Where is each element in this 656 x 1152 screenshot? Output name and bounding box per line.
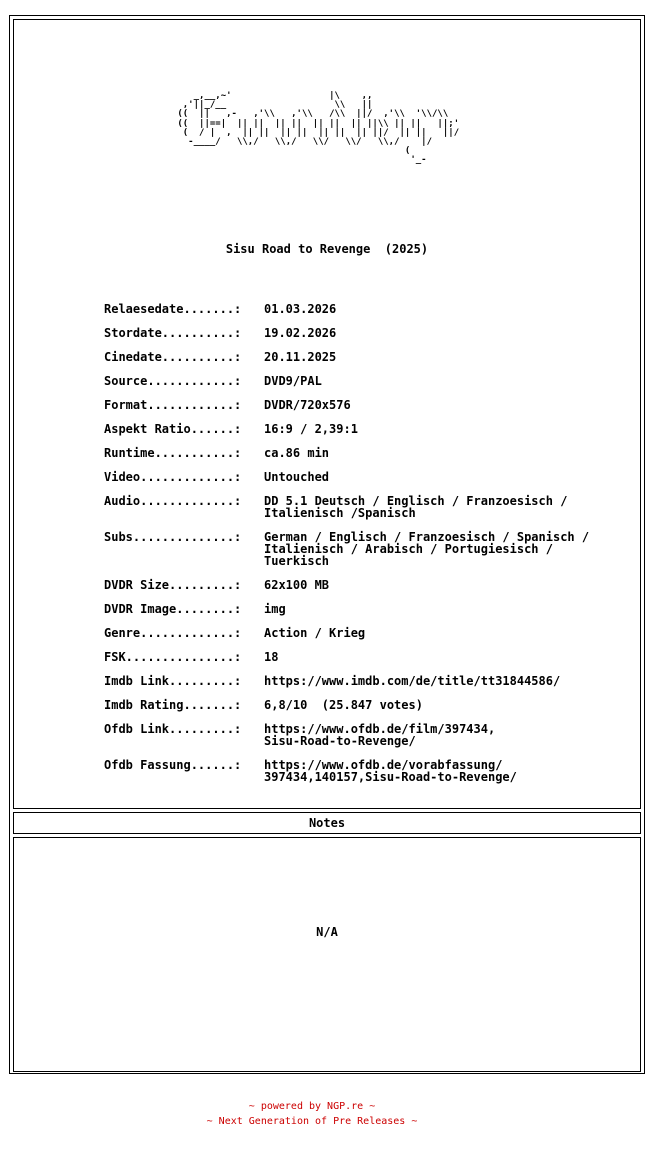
info-label: Subs..............: (104, 530, 242, 544)
info-label: Stordate..........: (104, 326, 242, 340)
notes-text: N/A (316, 925, 338, 939)
info-label: Audio.............: (104, 494, 242, 508)
info-value: Untouched (264, 470, 330, 484)
info-value: https://www.ofdb.de/film/397434, Sisu-Road-to-Revenge/ (264, 722, 496, 748)
info-value: 19.02.2026 (264, 326, 337, 340)
info-row (104, 699, 634, 711)
info-row (104, 375, 634, 387)
info-row (104, 627, 634, 639)
info-value: https://www.ofdb.de/vorabfassung/ 397434,140157,Sisu-Road-to-Revenge/ (264, 758, 517, 784)
info-label: Runtime...........: (104, 446, 242, 460)
info-value: img (264, 602, 286, 616)
info-value: ca.86 min (264, 446, 330, 460)
info-value: DVDR/720x576 (264, 398, 351, 412)
info-row (104, 651, 634, 663)
info-row (104, 447, 634, 459)
notes-panel (13, 837, 641, 1072)
info-label: Genre.............: (104, 626, 242, 640)
footer-powered-by: ~ powered by NGP.re ~ (248, 1101, 376, 1112)
info-row (104, 423, 634, 435)
info-row (104, 759, 634, 783)
release-title: Sisu Road to Revenge (2025) (225, 242, 429, 256)
info-label: DVDR Size.........: (104, 578, 242, 592)
info-value: DD 5.1 Deutsch / Englisch / Franzoesisch / Italienisch /Spanisch (264, 494, 568, 520)
info-label: Cinedate..........: (104, 350, 242, 364)
info-row (104, 675, 634, 687)
info-value: 01.03.2026 (264, 302, 337, 316)
info-label: Aspekt Ratio......: (104, 422, 242, 436)
info-label: Ofdb Link.........: (104, 722, 242, 736)
info-value: 16:9 / 2,39:1 (264, 422, 358, 436)
release-info-list (104, 303, 634, 795)
info-row (104, 471, 634, 483)
info-row (104, 327, 634, 339)
info-row (104, 303, 634, 315)
info-row (104, 723, 634, 747)
info-label: DVDR Image........: (104, 602, 242, 616)
release-info-panel (13, 19, 641, 809)
info-label: Format............: (104, 398, 242, 412)
info-row (104, 351, 634, 363)
info-value: German / Englisch / Franzoesisch / Spanisch / Italienisch / Arabisch / Portugiesisch / Tuerkisch (264, 530, 590, 568)
info-row (104, 603, 634, 615)
info-label: Video.............: (104, 470, 242, 484)
info-row (104, 579, 634, 591)
notes-header (13, 812, 641, 834)
info-label: Source............: (104, 374, 242, 388)
info-value: https://www.imdb.com/de/title/tt31844586/ (264, 674, 561, 688)
info-value: DVD9/PAL (264, 374, 322, 388)
info-value: 6,8/10 (25.847 votes) (264, 698, 423, 712)
notes-label: Notes (308, 816, 346, 830)
info-row (104, 531, 634, 567)
footer-tagline: ~ Next Generation of Pre Releases ~ (206, 1116, 418, 1127)
info-value: 62x100 MB (264, 578, 330, 592)
group-ascii-logo: _,__,~' |\ ,, ,'||_/__ \\ || (( || ,- ,'\\ ,'\\ /\\ ||/ ,'\\ '\\/\\ (( ||==| || || || || || || || ||\\ || || ||;' ( / | , || || || || || || || ||/ || || ||/ -____/ \\,/ \\,/ \\/ \\/ \\,/ |/ ( '_- (177, 91, 460, 166)
info-row (104, 399, 634, 411)
info-value: Action / Krieg (264, 626, 366, 640)
info-label: FSK...............: (104, 650, 242, 664)
info-label: Relaesedate.......: (104, 302, 242, 316)
info-label: Imdb Rating.......: (104, 698, 242, 712)
info-row (104, 495, 634, 519)
info-value: 20.11.2025 (264, 350, 337, 364)
info-value: 18 (264, 650, 279, 664)
info-label: Ofdb Fassung......: (104, 758, 242, 772)
nfo-frame (9, 15, 645, 1074)
info-label: Imdb Link.........: (104, 674, 242, 688)
